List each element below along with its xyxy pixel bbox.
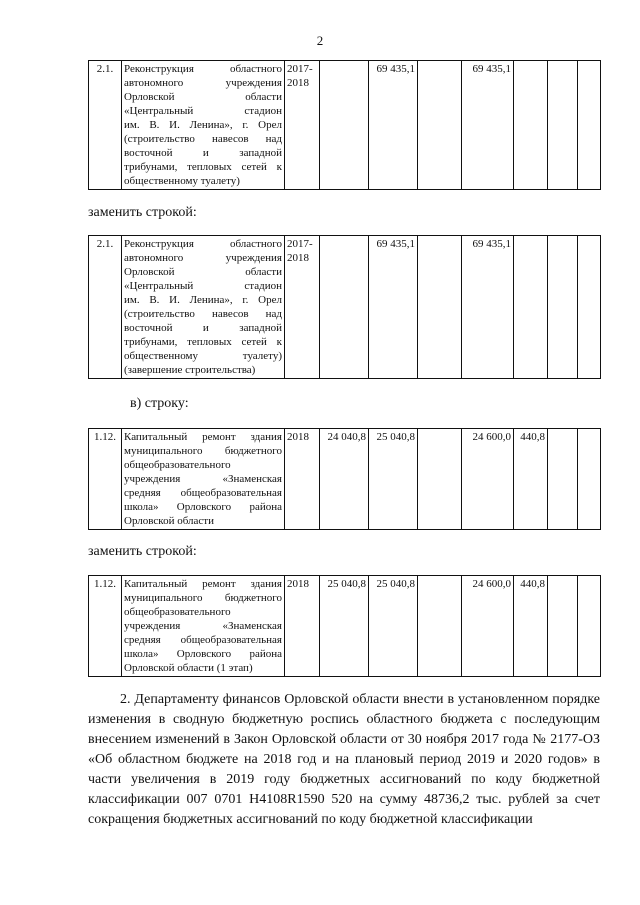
row-col9	[548, 576, 578, 677]
row-col10	[578, 576, 601, 677]
row-number: 2.1.	[89, 61, 122, 190]
replace-label: заменить строкой:	[88, 205, 197, 220]
page-number: 2	[316, 33, 324, 48]
table-row-replacement-1-12	[88, 575, 601, 677]
body-paragraph	[88, 690, 600, 830]
row-col4	[320, 61, 369, 190]
row-col8	[514, 236, 548, 379]
row-label: в) строку:	[130, 396, 189, 411]
row-col9	[548, 61, 578, 190]
row-col7: 24 600,0	[462, 429, 514, 530]
row-col8: 440,8	[514, 576, 548, 677]
table-row-original-2-1	[88, 60, 601, 190]
row-col6	[418, 576, 462, 677]
row-number: 2.1.	[89, 236, 122, 379]
row-years: 2017-2018	[285, 236, 320, 379]
row-col10	[578, 61, 601, 190]
table-row-replacement-2-1	[88, 235, 601, 379]
row-col4: 25 040,8	[320, 576, 369, 677]
row-col7: 69 435,1	[462, 236, 514, 379]
row-number: 1.12.	[89, 429, 122, 530]
row-col10	[578, 429, 601, 530]
row-number: 1.12.	[89, 576, 122, 677]
row-col4	[320, 236, 369, 379]
row-col10	[578, 236, 601, 379]
row-col7: 69 435,1	[462, 61, 514, 190]
row-description: Реконструкция областного автономного учреждения Орловской области «Центральный стадион им. В. И. Ленина», г. Орел (строительство навесов над восточной и западной трибунами, тепловых сетей к общественному туалету) (завершение строительства)	[122, 236, 285, 379]
row-col7: 24 600,0	[462, 576, 514, 677]
replace-label-2: заменить строкой:	[88, 544, 197, 559]
row-col5: 25 040,8	[369, 429, 418, 530]
table-row-original-1-12	[88, 428, 601, 530]
row-years: 2018	[285, 429, 320, 530]
row-col8: 440,8	[514, 429, 548, 530]
row-col5: 69 435,1	[369, 236, 418, 379]
row-col5: 69 435,1	[369, 61, 418, 190]
row-col9	[548, 236, 578, 379]
row-col4: 24 040,8	[320, 429, 369, 530]
row-col6	[418, 429, 462, 530]
row-years: 2017-2018	[285, 61, 320, 190]
row-col9	[548, 429, 578, 530]
row-col6	[418, 61, 462, 190]
row-description: Капитальный ремонт здания муниципального бюджетного общеобразовательного учреждения «Знаменская средняя общеобразовательная школа» Орловского района Орловской области (1 этап)	[122, 576, 285, 677]
row-col5: 25 040,8	[369, 576, 418, 677]
row-description: Капитальный ремонт здания муниципального бюджетного общеобразовательного учреждения «Знаменская средняя общеобразовательная школа» Орловского района Орловской области	[122, 429, 285, 530]
row-years: 2018	[285, 576, 320, 677]
row-col6	[418, 236, 462, 379]
row-col8	[514, 61, 548, 190]
row-description: Реконструкция областного автономного учреждения Орловской области «Центральный стадион им. В. И. Ленина», г. Орел (строительство навесов над восточной и западной трибунами, тепловых сетей к общественному туалету)	[122, 61, 285, 190]
paragraph-text: 2. Департаменту финансов Орловской области внести в установленном порядке изменения в сводную бюджетную роспись областного бюджета с последующим внесением изменений в Закон Орловской области от 30 ноября 2017 года № 2177-ОЗ «Об областном бюджете на 2018 год и на плановый период 2019 и 2020 годов» в части увеличения в 2019 году бюджетных ассигнований по коду бюджетной классификации 007 0701 Н4108R1590 520 на сумму 48736,2 тыс. рублей за счет сокращения бюджетных ассигнований по коду бюджетной классификации	[88, 692, 600, 827]
